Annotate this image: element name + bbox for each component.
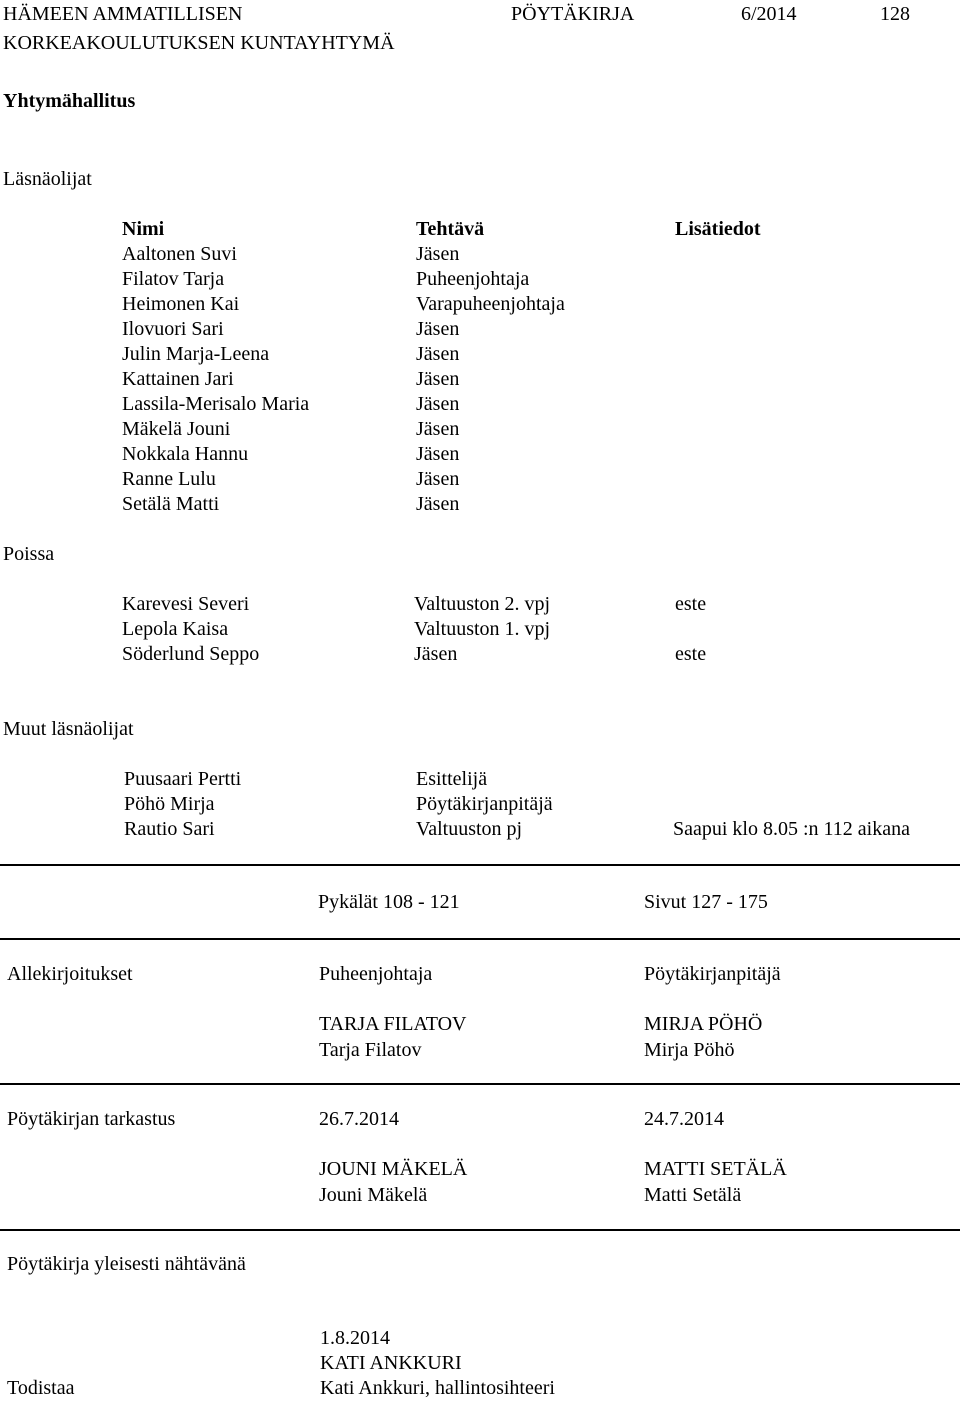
organization-name-line2: KORKEAKOULUTUKSEN KUNTAYHTYMÄ [3,32,395,54]
secretary-signature: MIRJA PÖHÖ [644,1013,763,1035]
member-name: Ranne Lulu [122,468,216,490]
member-role: Esittelijä [416,768,488,790]
organization-name-line1: HÄMEEN AMMATILLISEN [3,3,243,25]
member-name: Setälä Matti [122,493,220,515]
member-role: Valtuuston 2. vpj [414,593,551,615]
public-notice-heading: Pöytäkirja yleisesti nähtävänä [7,1253,246,1275]
member-role: Varapuheenjohtaja [416,293,565,315]
certifier-signature: KATI ANKKURI [320,1352,462,1374]
reviewer-2-signature: MATTI SETÄLÄ [644,1158,787,1180]
member-role: Jäsen [416,368,460,390]
divider [0,938,960,940]
signatures-heading: Allekirjoitukset [7,963,133,985]
member-name: Karevesi Severi [122,593,250,615]
reviewer-1-name: Jouni Mäkelä [319,1184,428,1206]
column-header-role: Tehtävä [416,218,485,240]
document-number: 6/2014 [741,3,797,25]
member-role: Valtuuston pj [416,818,523,840]
member-name: Lassila-Merisalo Maria [122,393,310,415]
page-range: Sivut 127 - 175 [644,891,768,913]
member-role: Valtuuston 1. vpj [414,618,551,640]
member-info: este [675,593,707,615]
page-number: 128 [880,3,910,25]
member-name: Julin Marja-Leena [122,343,270,365]
divider [0,864,960,866]
member-name: Lepola Kaisa [122,618,229,640]
others-heading: Muut läsnäolijat [3,718,134,740]
member-role: Pöytäkirjanpitäjä [416,793,553,815]
member-role: Jäsen [416,343,460,365]
chair-name: Tarja Filatov [319,1039,422,1061]
divider [0,1083,960,1085]
member-role: Jäsen [416,243,460,265]
member-role: Jäsen [416,393,460,415]
present-heading: Läsnäolijat [3,168,92,190]
member-name: Heimonen Kai [122,293,240,315]
member-name: Filatov Tarja [122,268,225,290]
member-info: este [675,643,707,665]
certify-heading: Todistaa [7,1377,75,1399]
member-role: Jäsen [414,643,458,665]
column-header-name: Nimi [122,218,165,240]
review-heading: Pöytäkirjan tarkastus [7,1108,176,1130]
member-name: Söderlund Seppo [122,643,260,665]
column-header-info: Lisätiedot [675,218,761,240]
chair-title: Puheenjohtaja [319,963,433,985]
member-info: Saapui klo 8.05 :n 112 aikana [673,818,910,840]
certifier-name-title: Kati Ankkuri, hallintosihteeri [320,1377,555,1399]
review-date-2: 24.7.2014 [644,1108,724,1130]
member-role: Jäsen [416,493,460,515]
member-name: Puusaari Pertti [124,768,242,790]
absent-heading: Poissa [3,543,55,565]
paragraph-range: Pykälät 108 - 121 [318,891,460,913]
member-name: Rautio Sari [124,818,215,840]
member-name: Kattainen Jari [122,368,234,390]
chair-signature: TARJA FILATOV [319,1013,467,1035]
review-date-1: 26.7.2014 [319,1108,399,1130]
member-name: Pöhö Mirja [124,793,215,815]
secretary-title: Pöytäkirjanpitäjä [644,963,781,985]
member-role: Jäsen [416,443,460,465]
certify-date: 1.8.2014 [320,1327,390,1349]
reviewer-1-signature: JOUNI MÄKELÄ [319,1158,468,1180]
member-name: Nokkala Hannu [122,443,249,465]
member-role: Jäsen [416,418,460,440]
secretary-name: Mirja Pöhö [644,1039,735,1061]
member-role: Puheenjohtaja [416,268,530,290]
divider [0,1229,960,1231]
member-name: Aaltonen Suvi [122,243,237,265]
body-title: Yhtymähallitus [3,90,136,112]
member-name: Mäkelä Jouni [122,418,231,440]
document-type: PÖYTÄKIRJA [511,3,635,25]
member-role: Jäsen [416,468,460,490]
member-role: Jäsen [416,318,460,340]
reviewer-2-name: Matti Setälä [644,1184,742,1206]
member-name: Ilovuori Sari [122,318,224,340]
